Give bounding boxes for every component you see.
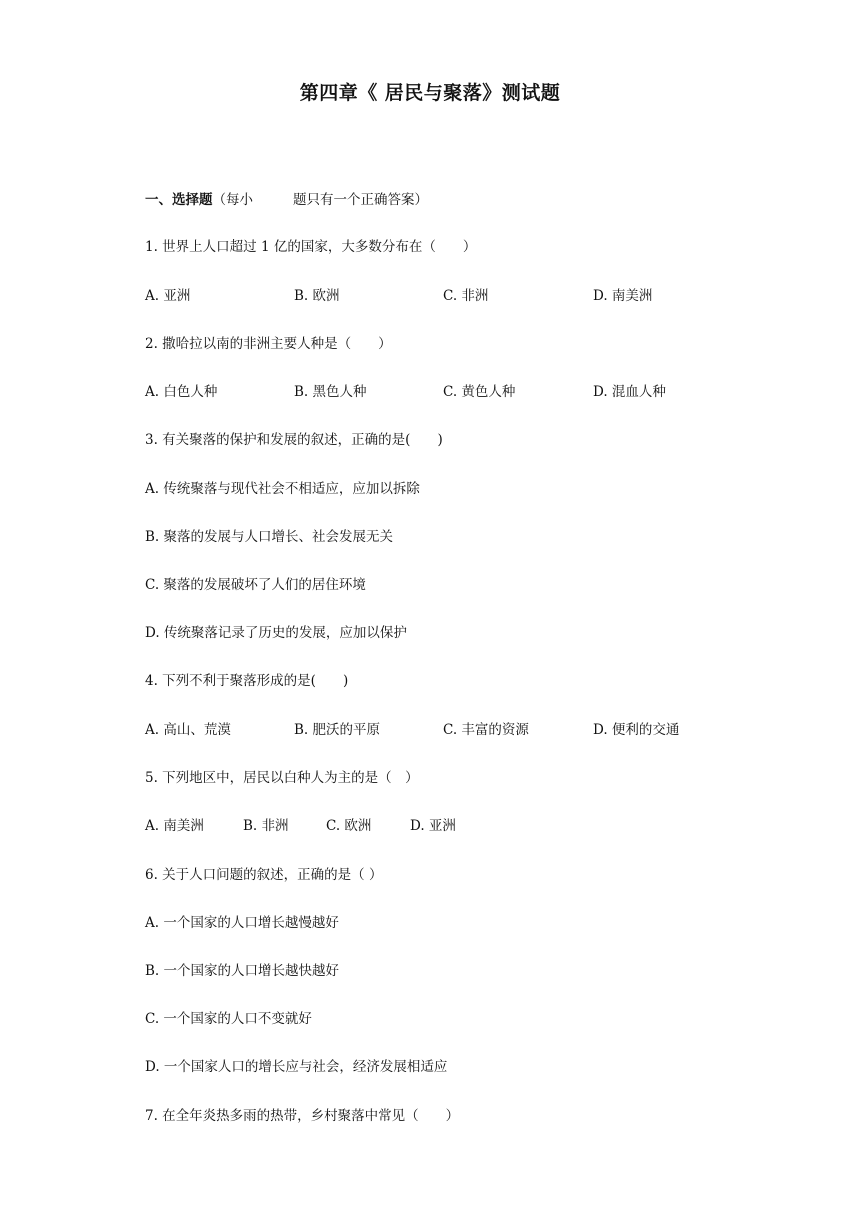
page-title: 第四章《 居民与聚落》测试题 [299,82,561,104]
question-2-option-d[interactable]: D. 混血人种 [593,384,666,400]
question-2-stem: 2. 撒哈拉以南的非洲主要人种是（ ） [145,336,392,352]
question-3-stem: 3. 有关聚落的保护和发展的叙述，正确的是( ) [145,432,443,448]
question-4-option-b[interactable]: B. 肥沃的平原 [294,722,381,738]
question-5-stem: 5. 下列地区中，居民以白种人为主的是（ ） [145,770,419,786]
question-1-stem: 1. 世界上人口超过 1 亿的国家，大多数分布在（ ） [145,239,477,255]
question-6-stem: 6. 关于人口问题的叙述，正确的是（ ） [145,867,383,883]
question-1-option-c[interactable]: C. 非洲 [443,288,489,304]
section-heading-note-part1: （每小 [212,192,253,208]
question-5-option-c[interactable]: C. 欧洲 [326,818,372,834]
question-5-option-a[interactable]: A. 南美洲 [145,818,204,834]
question-1-option-d[interactable]: D. 南美洲 [593,288,653,304]
question-1-option-b[interactable]: B. 欧洲 [294,288,340,304]
question-6-option-b[interactable]: B. 一个国家的人口增长越快越好 [145,963,340,979]
question-5-option-b[interactable]: B. 非洲 [243,818,289,834]
section-heading-label: 一、选择题 [145,192,213,208]
section-heading-note-part2: 题只有一个正确答案） [293,192,428,208]
question-3-option-b[interactable]: B. 聚落的发展与人口增长、社会发展无关 [145,529,394,545]
question-4-stem: 4. 下列不利于聚落形成的是( ) [145,673,349,689]
question-7-stem: 7. 在全年炎热多雨的热带，乡村聚落中常见（ ） [145,1108,460,1124]
question-3-option-d[interactable]: D. 传统聚落记录了历史的发展，应加以保护 [145,625,407,641]
question-3-option-c[interactable]: C. 聚落的发展破坏了人们的居住环境 [145,577,366,593]
question-2-option-b[interactable]: B. 黑色人种 [294,384,367,400]
question-6-option-d[interactable]: D. 一个国家人口的增长应与社会，经济发展相适应 [145,1059,448,1075]
question-1-option-a[interactable]: A. 亚洲 [145,288,191,304]
question-2-option-c[interactable]: C. 黄色人种 [443,384,516,400]
question-6-option-c[interactable]: C. 一个国家的人口不变就好 [145,1011,312,1027]
question-4-option-d[interactable]: D. 便利的交通 [593,722,680,738]
question-5-option-d[interactable]: D. 亚洲 [410,818,456,834]
question-3-option-a[interactable]: A. 传统聚落与现代社会不相适应，应加以拆除 [145,481,420,497]
section-heading [145,188,428,208]
question-4-option-a[interactable]: A. 高山、荒漠 [145,722,231,738]
question-4-option-c[interactable]: C. 丰富的资源 [443,722,529,738]
question-6-option-a[interactable]: A. 一个国家的人口增长越慢越好 [145,915,339,931]
question-2-option-a[interactable]: A. 白色人种 [145,384,218,400]
